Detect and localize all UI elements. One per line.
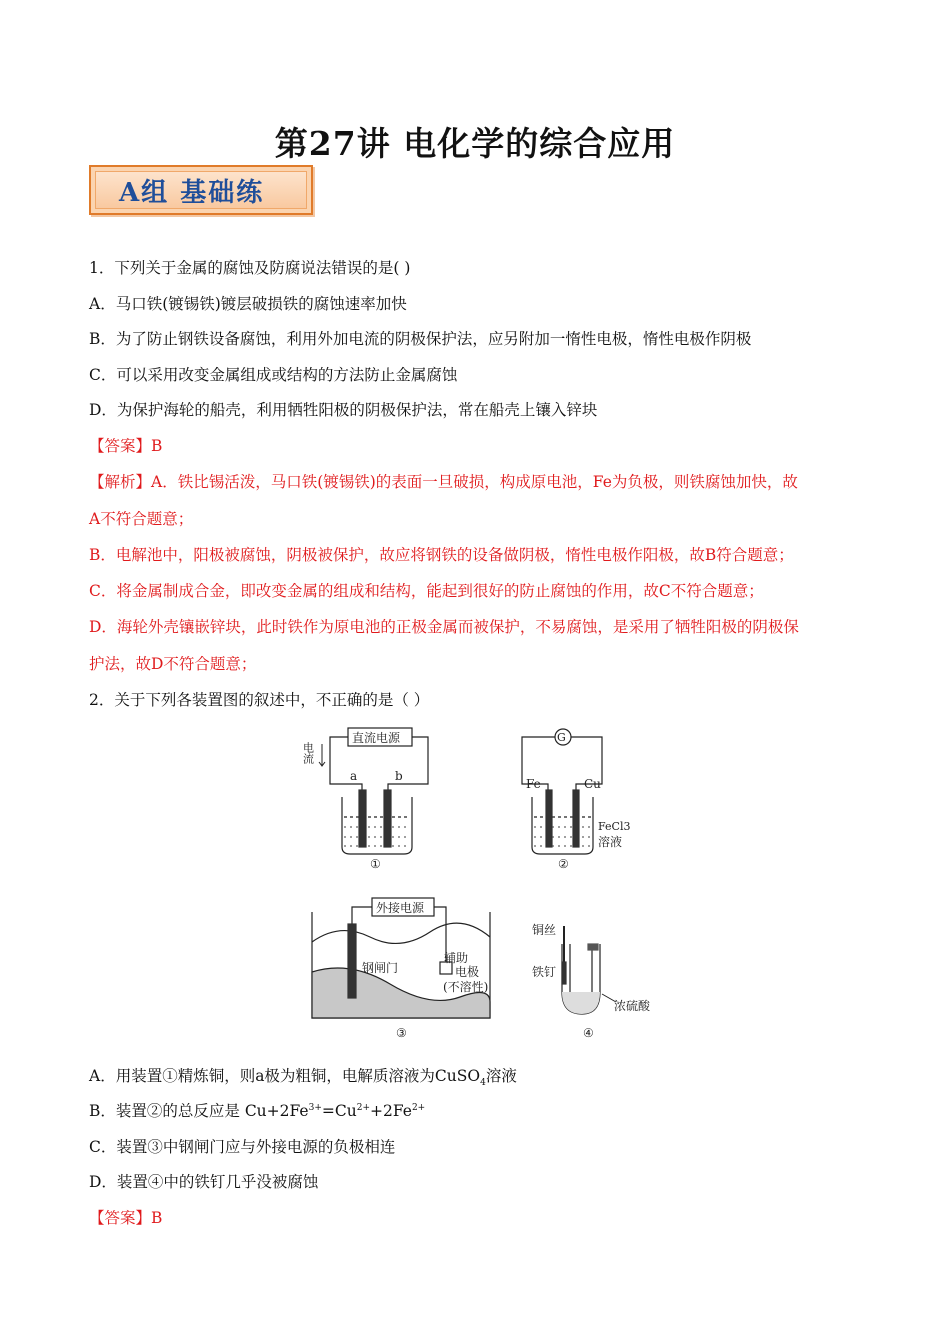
q1-analysis-line: 【解析】A．铁比锡活泼，马口铁(镀锡铁)的表面一旦破损，构成原电池，Fe为负极，则铁腐蚀加快，故 <box>89 473 798 491</box>
q1-option-c: C．可以采用改变金属组成或结构的方法防止金属腐蚀 <box>89 366 458 384</box>
q2-option-d: D．装置④中的铁钉几乎没被腐蚀 <box>89 1173 319 1191</box>
q1-analysis-line: 护法，故D不符合题意； <box>89 655 257 673</box>
q1-analysis-line: B．电解池中，阳极被腐蚀，阴极被保护，故应将钢铁的设备做阴极，惰性电极作阳极，故B符合题意； <box>89 546 794 564</box>
q2-option-a: A．用装置①精炼铜，则a极为粗铜，电解质溶液为CuSO$_4$溶液 <box>89 1067 517 1089</box>
d4-nail-label: 铁钉 <box>532 965 557 979</box>
q1-answer: 【答案】B <box>89 437 163 455</box>
d1-current-label: 电流 <box>301 742 315 764</box>
d2-solution-label: 溶液 <box>598 835 623 849</box>
q1-analysis-line: A不符合题意； <box>89 510 194 528</box>
d3-aux-label-1: 辅助 <box>444 951 469 965</box>
d3-gate-label: 钢闸门 <box>362 961 399 975</box>
d1-b-label: b <box>395 769 403 783</box>
d2-number: ② <box>558 857 569 871</box>
q1-option-a: A．马口铁(镀锡铁)镀层破损铁的腐蚀速率加快 <box>89 295 407 313</box>
q1-option-d: D．为保护海轮的船壳，利用牺牲阳极的阴极保护法，常在船壳上镶入锌块 <box>89 401 598 419</box>
d3-aux-label-3: (不溶性) <box>443 980 489 994</box>
page-title: 第27讲 电化学的综合应用 <box>274 124 676 163</box>
d4-wire-label: 铜丝 <box>532 923 557 937</box>
d2-cu-label: Cu <box>584 777 601 791</box>
d4-acid-label: 浓硫酸 <box>614 999 651 1013</box>
q1-stem: 1．下列关于金属的腐蚀及防腐说法错误的是( ) <box>89 259 411 277</box>
q1-analysis-line: C．将金属制成合金，即改变金属的组成和结构，能起到很好的防止腐蚀的作用，故C不符合题意； <box>89 582 764 600</box>
group-badge <box>89 165 313 215</box>
q1-option-b: B．为了防止钢铁设备腐蚀，利用外加电流的阴极保护法，应另附加一惰性电极，惰性电极作阴极 <box>89 330 752 348</box>
q2-option-c: C．装置③中钢闸门应与外接电源的负极相连 <box>89 1138 396 1156</box>
diagram-3 <box>312 898 490 1040</box>
diagram-2 <box>522 729 630 871</box>
d4-number: ④ <box>583 1026 594 1040</box>
d3-aux-label-2: 电极 <box>455 965 480 979</box>
d3-power-label: 外接电源 <box>376 901 425 915</box>
q2-stem: 2．关于下列各装置图的叙述中，不正确的是（ ） <box>89 691 430 709</box>
d1-a-label: a <box>350 769 358 783</box>
d3-number: ③ <box>396 1026 407 1040</box>
d2-meter-label: G <box>557 731 566 744</box>
d2-solution-formula: FeCl3 <box>598 820 631 833</box>
apparatus-figure <box>300 722 660 1042</box>
q2-answer: 【答案】B <box>89 1209 163 1227</box>
diagram-4 <box>532 922 651 1040</box>
d1-power-label: 直流电源 <box>352 731 401 745</box>
group-label: A组 基础练 <box>119 178 265 208</box>
q1-analysis-line: D．海轮外壳镶嵌锌块，此时铁作为原电池的正极金属而被保护，不易腐蚀，是采用了牺牲阳极的阴极保 <box>89 618 799 636</box>
diagram-1 <box>302 728 429 871</box>
d2-fe-label: Fe <box>526 777 541 791</box>
q2-option-b: B．装置②的总反应是 $Cu+2Fe^{3+}=Cu^{2+}+2Fe^{2+}$ <box>89 1102 426 1120</box>
d1-number: ① <box>370 857 381 871</box>
